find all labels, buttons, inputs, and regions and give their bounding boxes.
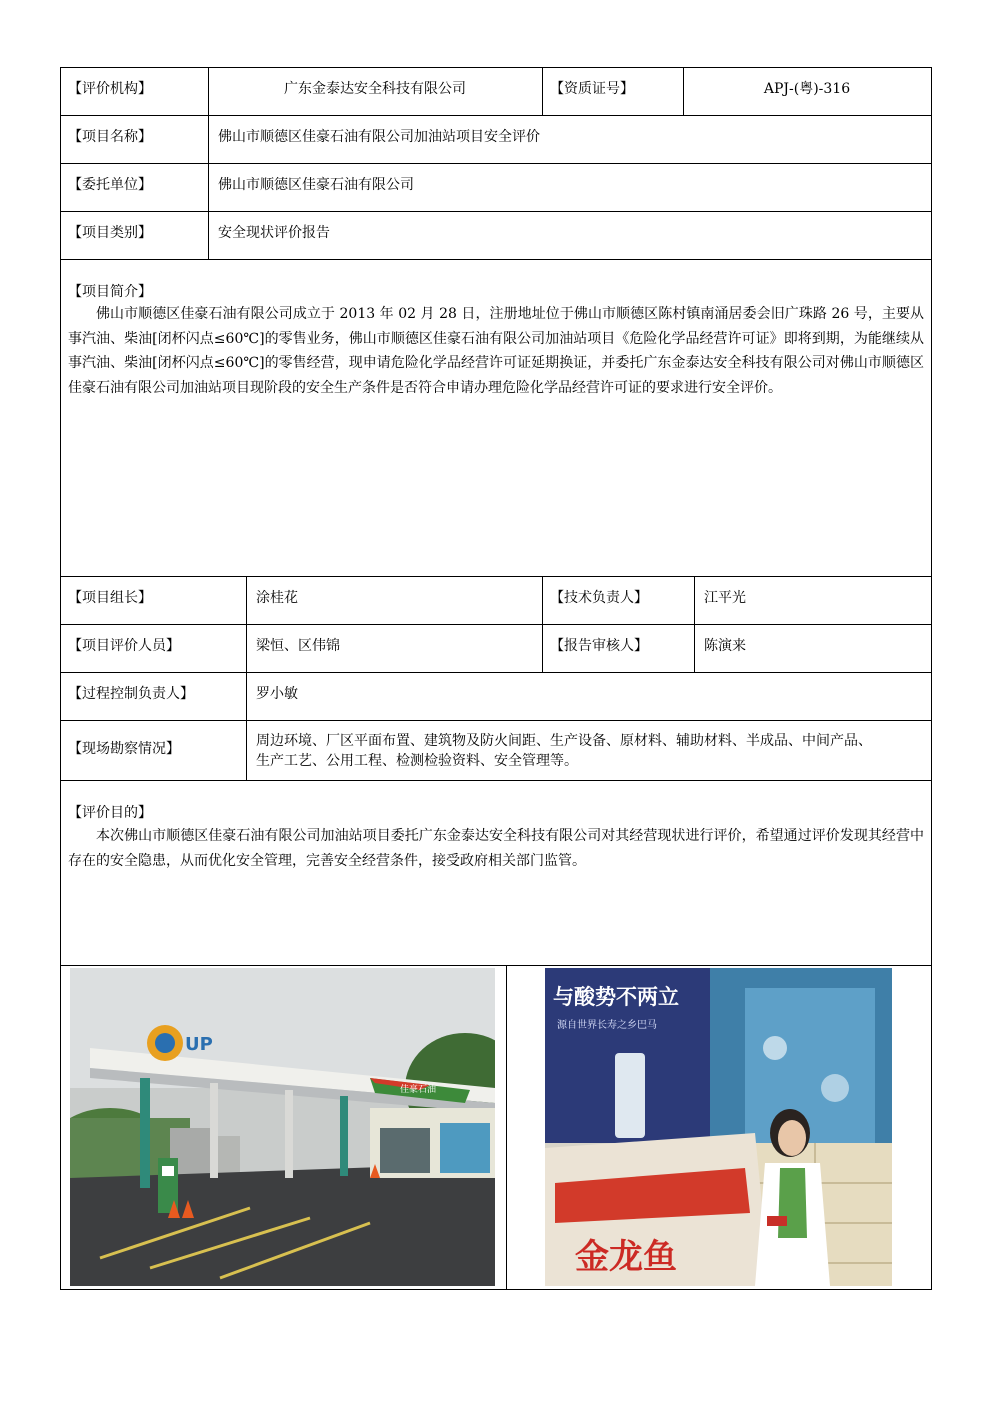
project-name-value: 佛山市顺德区佳豪石油有限公司加油站项目安全评价: [218, 129, 540, 145]
survey-line-1: 周边环境、厂区平面布置、建筑物及防火间距、生产设备、原材料、辅助材料、半成品、中间产品、: [256, 733, 872, 749]
rule: [506, 965, 507, 1289]
intro-paragraph: [68, 302, 924, 400]
reviewer-label: 【报告审核人】: [550, 638, 648, 654]
category-label: 【项目类别】: [68, 225, 152, 241]
bag-print: 金龙鱼: [575, 1237, 677, 1277]
rule: [694, 576, 695, 672]
process-value: 罗小敏: [256, 686, 298, 702]
purpose-paragraph: [68, 824, 924, 873]
rule: [60, 624, 932, 625]
leader-value: 涂桂花: [256, 590, 298, 606]
gas-station-photo: [70, 968, 495, 1286]
leader-label: 【项目组长】: [68, 590, 152, 606]
rule: [542, 576, 543, 672]
poster-subline: 源自世界长寿之乡巴马: [557, 1020, 657, 1031]
intro-label: 【项目简介】: [68, 284, 152, 300]
reviewer-value: 陈演来: [704, 638, 746, 654]
rule: [60, 163, 932, 164]
rule: [60, 1289, 932, 1290]
client-label: 【委托单位】: [68, 177, 152, 193]
rule: [60, 259, 932, 260]
client-value: 佛山市顺德区佳豪石油有限公司: [218, 177, 414, 193]
purpose-label: 【评价目的】: [68, 805, 152, 821]
org-label: 【评价机构】: [68, 81, 152, 97]
rule: [60, 211, 932, 212]
purpose-text: 本次佛山市顺德区佳豪石油有限公司加油站项目委托广东金泰达安全科技有限公司对其经营现状进行评价，希望通过评价发现其经营中存在的安全隐患，从而优化安全管理，完善安全经营条件，接受政府相关部门监管。: [68, 828, 924, 869]
tech-value: 江平光: [704, 590, 746, 606]
tech-label: 【技术负责人】: [550, 590, 648, 606]
poster-headline: 与酸势不两立: [553, 984, 679, 1009]
staff-value: 梁恒、区伟锦: [256, 638, 340, 654]
rule: [542, 67, 543, 115]
process-label: 【过程控制负责人】: [68, 686, 194, 702]
category-value: 安全现状评价报告: [218, 225, 330, 241]
evaluation-form: [60, 67, 932, 1290]
rule: [60, 720, 932, 721]
staff-label: 【项目评价人员】: [68, 638, 180, 654]
rule: [60, 576, 932, 577]
canopy-logo-text: UP: [185, 1034, 213, 1055]
rule: [60, 115, 932, 116]
cert-value: APJ-(粤)-316: [763, 81, 851, 97]
rule: [60, 67, 932, 68]
canopy-sign-text: 佳豪石油: [400, 1085, 437, 1095]
shop-front-photo: [545, 968, 892, 1286]
rule: [60, 672, 932, 673]
rule: [246, 576, 247, 780]
survey-line-2: 生产工艺、公用工程、检测检验资料、安全管理等。: [256, 753, 578, 769]
survey-label: 【现场勘察情况】: [68, 741, 180, 757]
rule: [60, 965, 932, 966]
intro-text: 佛山市顺德区佳豪石油有限公司成立于 2013 年 02 月 28 日，注册地址位于佛山市顺德区陈村镇南涌居委会旧广珠路 26 号，主要从事汽油、柴油[闭杯闪点≤60℃]的零售业务，佛山市顺德区佳豪石油有限公司加油站项目《危险化学品经营许可证》即将到期，为能继续从事汽油、柴油[闭杯闪点≤60℃]的零售经营，现申请危险化学品经营许可证延期换证，并委托广东金泰达安全科技有限公司对佛山市顺德区佳豪石油有限公司加油站项目现阶段的安全生产条件是否符合申请办理危险化学品经营许可证的要求进行安全评价。: [68, 306, 924, 396]
rule: [60, 67, 61, 1290]
org-value: 广东金泰达安全科技有限公司: [284, 81, 466, 97]
project-name-label: 【项目名称】: [68, 129, 152, 145]
rule: [60, 780, 932, 781]
rule: [931, 67, 932, 1290]
cert-label: 【资质证号】: [550, 81, 634, 97]
